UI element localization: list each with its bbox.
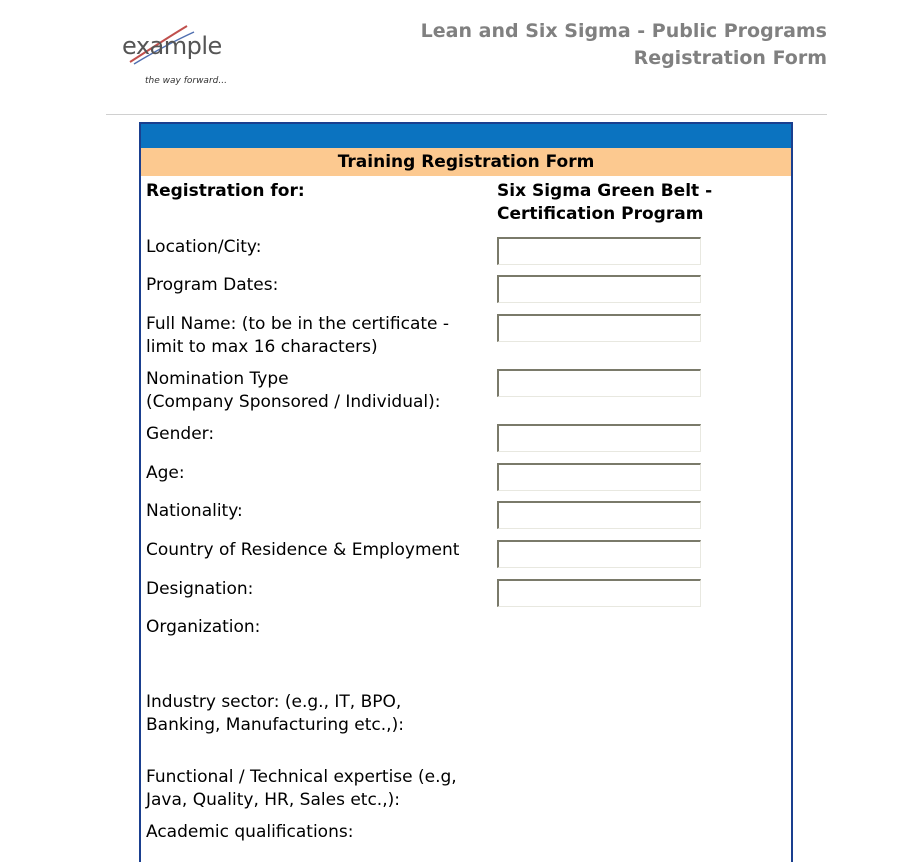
- nomination-type-field[interactable]: [497, 369, 701, 397]
- registration-for-label: Registration for:: [146, 181, 305, 201]
- expertise-label-line-1: Functional / Technical expertise (e.g,: [146, 767, 457, 787]
- designation-field[interactable]: [497, 579, 701, 607]
- registration-form: [139, 122, 793, 862]
- nomination-type-label-line-1: Nomination Type: [146, 369, 289, 389]
- location-city-label: Location/City:: [146, 237, 262, 257]
- logo-tagline: the way forward...: [145, 76, 227, 86]
- full-name-label-line-1: Full Name: (to be in the certificate -: [146, 314, 450, 334]
- nomination-type-label-line-2: (Company Sponsored / Individual):: [146, 392, 441, 412]
- program-dates-field[interactable]: [497, 275, 701, 303]
- registration-for-value-line-2: Certification Program: [497, 204, 704, 224]
- company-logo: [112, 18, 262, 96]
- full-name-label-line-2: limit to max 16 characters): [146, 337, 378, 357]
- industry-sector-label: [146, 691, 404, 737]
- page-title: [421, 18, 827, 72]
- country-residence-field[interactable]: [497, 540, 701, 568]
- registration-for-value: [497, 180, 712, 226]
- registration-for-value-line-1: Six Sigma Green Belt -: [497, 181, 713, 201]
- page-title-line-1: Lean and Six Sigma - Public Programs: [420, 20, 827, 42]
- full-name-field[interactable]: [497, 314, 701, 342]
- nationality-label: Nationality:: [146, 501, 243, 521]
- form-top-bar: [141, 122, 791, 148]
- country-residence-label: Country of Residence & Employment: [146, 540, 460, 560]
- logo-wordmark: example: [122, 32, 222, 60]
- academic-qualifications-label: Academic qualifications:: [146, 822, 354, 842]
- program-dates-label: Program Dates:: [146, 275, 279, 295]
- full-name-label: [146, 313, 449, 359]
- header-divider: [106, 114, 827, 115]
- organization-label: Organization:: [146, 617, 261, 637]
- designation-label: Designation:: [146, 579, 254, 599]
- form-title: Training Registration Form: [141, 148, 791, 176]
- nationality-field[interactable]: [497, 501, 701, 529]
- gender-label: Gender:: [146, 424, 215, 444]
- age-field[interactable]: [497, 463, 701, 491]
- nomination-type-label: [146, 368, 440, 414]
- location-city-field[interactable]: [497, 237, 701, 265]
- expertise-label: [146, 766, 457, 812]
- age-label: Age:: [146, 463, 185, 483]
- industry-sector-label-line-1: Industry sector: (e.g., IT, BPO,: [146, 692, 402, 712]
- industry-sector-label-line-2: Banking, Manufacturing etc.,):: [146, 715, 404, 735]
- page-title-line-2: Registration Form: [633, 47, 827, 69]
- gender-field[interactable]: [497, 424, 701, 452]
- expertise-label-line-2: Java, Quality, HR, Sales etc.,):: [146, 790, 400, 810]
